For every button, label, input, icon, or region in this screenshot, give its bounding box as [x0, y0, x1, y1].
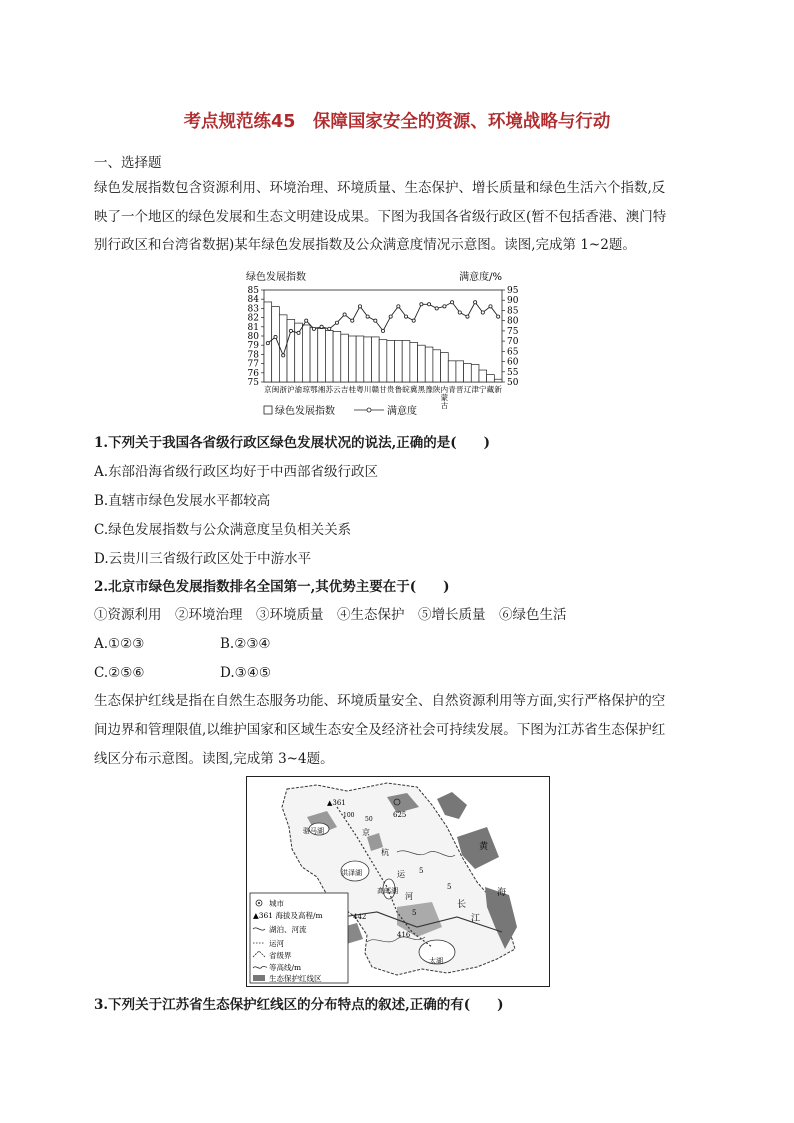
satisfaction-point	[305, 319, 308, 322]
category-label-char: 内	[440, 385, 449, 394]
green-index-chart	[244, 268, 534, 423]
bar-green-index	[302, 325, 310, 382]
category-label: 藏	[486, 385, 495, 394]
satisfaction-point	[497, 315, 500, 318]
left-tick-label: 76	[247, 368, 259, 379]
bar-green-index	[456, 361, 464, 382]
chart-plot-area	[248, 286, 519, 410]
category-label: 渝	[294, 385, 303, 394]
bar-green-index	[287, 319, 295, 382]
right-tick-label: 70	[507, 337, 519, 348]
satisfaction-point	[351, 319, 354, 322]
satisfaction-point	[289, 329, 292, 332]
map-peak-625: 625	[393, 811, 407, 819]
category-label: 鄂	[310, 385, 318, 394]
category-label: 浙	[279, 385, 287, 394]
satisfaction-point	[458, 311, 461, 314]
category-label: 沪	[287, 385, 295, 394]
legend-redline-label: 生态保护红线区	[269, 974, 322, 983]
satisfaction-point	[389, 315, 392, 318]
bar-green-index	[348, 336, 356, 382]
left-tick-label: 75	[247, 378, 259, 388]
satisfaction-point	[397, 305, 400, 308]
map-label-jiang: 江	[471, 914, 481, 924]
category-label: 皖	[402, 385, 410, 394]
left-tick-label: 81	[247, 322, 259, 333]
q2-option-c[interactable]: C.②⑤⑥	[94, 665, 145, 681]
redline-area-icon	[253, 975, 265, 981]
bar-green-index	[494, 379, 502, 382]
jiangsu-redline-map	[246, 776, 550, 987]
intro2-line1: 生态保护红线是指在自然生态服务功能、环境质量安全、自然资源利用等方面,实行严格保护的空	[94, 693, 666, 709]
satisfaction-point	[489, 305, 492, 308]
map-label-sea: 海	[497, 888, 507, 898]
category-label: 吉	[340, 385, 349, 394]
map-contour-5c: 5	[412, 909, 417, 917]
category-label: 宁	[479, 385, 487, 394]
section-heading: 一、选择题	[94, 155, 162, 171]
map-peak-416: 416	[397, 931, 411, 939]
intro2-line2: 间边界和管理限值,以维护国家和区域生态安全及经济社会可持续发展。下图为江苏省生态保护红	[94, 722, 666, 738]
satisfaction-point	[358, 305, 361, 308]
redline-area-1	[437, 792, 467, 819]
satisfaction-point	[374, 319, 377, 322]
category-label: 桂	[348, 385, 357, 394]
category-label: 冀	[409, 385, 418, 394]
category-label: 贵	[386, 385, 395, 394]
legend-peak-label: ▲361 海拔及高程/m	[253, 911, 323, 920]
map-label-yun: 运	[397, 870, 405, 879]
map-legend-peak	[253, 910, 323, 920]
category-label: 陕	[432, 385, 441, 394]
bar-green-index	[395, 341, 403, 382]
category-label: 黑	[417, 385, 426, 394]
bar-green-index	[310, 328, 318, 382]
right-tick-label: 60	[507, 357, 519, 368]
map-label-he: 河	[405, 892, 413, 901]
legend-city-label: 城市	[269, 899, 284, 908]
map-label-yellow: 黄	[479, 842, 489, 852]
intro1-line1: 绿色发展指数包含资源利用、环境治理、环境质量、生态保护、增长质量和绿色生活六个指数,反	[94, 180, 666, 196]
map-label-luoma: 骆马湖	[303, 827, 324, 835]
satisfaction-point	[481, 311, 484, 314]
bar-green-index	[364, 337, 372, 382]
right-tick-label: 85	[507, 306, 519, 317]
q2-option-a[interactable]: A.①②③	[94, 636, 145, 652]
intro2-line3: 线区分布示意图。读图,完成第 3~4题。	[94, 751, 334, 767]
category-label: 津	[471, 385, 479, 394]
satisfaction-point	[443, 305, 446, 308]
map-label-jing: 京	[362, 828, 370, 837]
chart-right-axis-title: 满意度/%	[459, 272, 502, 283]
q1-option-d[interactable]: D.云贵川三省级行政区处于中游水平	[94, 551, 312, 567]
category-label: 琼	[302, 385, 310, 394]
right-tick-label: 55	[507, 367, 519, 378]
map-label-taihu: 太湖	[429, 957, 443, 965]
bar-green-index	[418, 345, 426, 382]
satisfaction-point	[343, 313, 346, 316]
map-contour-50: 50	[365, 816, 373, 823]
satisfaction-point	[427, 303, 430, 306]
bar-green-index	[441, 353, 449, 382]
map-contour-100: 100	[343, 812, 355, 819]
category-label: 苏	[325, 385, 334, 394]
category-label: 粤	[356, 385, 364, 394]
right-tick-label: 65	[507, 347, 519, 358]
q1-option-c[interactable]: C.绿色发展指数与公众满意度呈负相关关系	[94, 522, 352, 538]
legend-province-label: 省级界	[269, 951, 292, 960]
category-label: 新	[494, 385, 502, 394]
category-label: 晋	[456, 385, 464, 394]
category-label: 甘	[379, 385, 387, 394]
category-label: 京	[264, 385, 272, 394]
category-label-char: 古	[440, 401, 449, 410]
bar-green-index	[333, 331, 341, 382]
legend-line-label: 满意度	[387, 406, 417, 417]
chart-left-axis-title: 绿色发展指数	[246, 272, 306, 283]
category-label: 湘	[317, 385, 326, 394]
q2-option-d[interactable]: D.③④⑤	[220, 665, 271, 681]
bar-green-index	[379, 340, 387, 382]
q2-items: ①资源利用 ②环境治理 ③环境质量 ④生态保护 ⑤增长质量 ⑥绿色生活	[94, 607, 567, 623]
left-tick-label: 82	[247, 313, 259, 324]
map-contour-5a: 5	[419, 867, 424, 875]
map-label-hongze: 洪泽湖	[341, 869, 362, 877]
q1-option-b[interactable]: B.直辖市绿色发展水平都较高	[94, 493, 271, 509]
right-tick-label: 90	[507, 296, 519, 307]
satisfaction-point	[420, 303, 423, 306]
bar-green-index	[402, 341, 410, 382]
satisfaction-point	[404, 315, 407, 318]
bar-green-index	[487, 375, 495, 382]
satisfaction-point	[450, 301, 453, 304]
satisfaction-point	[312, 327, 315, 330]
left-tick-label: 80	[247, 332, 259, 342]
map-label-gaoyou: 高邮湖	[377, 887, 398, 895]
legend-bar-swatch	[264, 406, 272, 414]
category-label: 青	[448, 385, 456, 394]
q1-option-a[interactable]: A.东部沿海省级行政区均好于中西部省级行政区	[94, 464, 379, 480]
q2-option-b[interactable]: B.②③④	[220, 636, 271, 652]
bar-green-index	[341, 334, 349, 382]
bar-green-index	[387, 341, 395, 382]
satisfaction-point	[335, 321, 338, 324]
category-label: 辽	[463, 385, 472, 394]
legend-canal-label: 运河	[269, 939, 284, 948]
satisfaction-point	[474, 301, 477, 304]
bar-green-index	[318, 329, 326, 382]
left-tick-label: 79	[247, 341, 259, 352]
chart-svg	[244, 268, 534, 423]
legend-line-marker	[367, 408, 371, 412]
bar-green-index	[464, 364, 472, 382]
category-label: 闽	[271, 385, 280, 394]
satisfaction-point	[366, 315, 369, 318]
satisfaction-point	[282, 354, 285, 357]
category-label-char: 蒙	[440, 393, 449, 402]
category-label: 鲁	[394, 385, 403, 394]
satisfaction-point	[274, 335, 277, 338]
q2-stem: 2.北京市绿色发展指数排名全国第一,其优势主要在于( )	[94, 579, 450, 595]
left-tick-label: 77	[247, 359, 259, 370]
satisfaction-point	[266, 342, 269, 345]
satisfaction-point	[412, 319, 415, 322]
category-label: 云	[333, 385, 341, 394]
city-icon-dot	[258, 902, 260, 904]
right-tick-label: 75	[507, 326, 519, 337]
left-tick-label: 83	[247, 304, 259, 315]
satisfaction-point	[297, 331, 300, 334]
right-tick-label: 95	[507, 286, 519, 296]
map-peak-361: ▲361	[327, 799, 346, 807]
bar-green-index	[448, 361, 456, 382]
category-label: 赣	[371, 385, 380, 394]
map-contour-5b: 5	[447, 883, 452, 891]
left-tick-label: 78	[247, 350, 259, 361]
bar-green-index	[479, 370, 487, 382]
q1-stem: 1.下列关于我国各省级行政区绿色发展状况的说法,正确的是( )	[94, 435, 491, 451]
bar-green-index	[410, 342, 418, 382]
left-tick-label: 84	[247, 295, 259, 306]
page-title: 考点规范练45 保障国家安全的资源、环境战略与行动	[183, 112, 611, 132]
category-label: 豫	[425, 385, 433, 394]
satisfaction-point	[435, 307, 438, 310]
map-svg	[247, 777, 549, 986]
q3-stem: 3.下列关于江苏省生态保护红线区的分布特点的叙述,正确的有( )	[94, 997, 504, 1013]
right-tick-label: 80	[507, 316, 519, 327]
map-label-chang: 长	[457, 900, 467, 910]
satisfaction-point	[328, 327, 331, 330]
bar-green-index	[471, 365, 479, 382]
left-tick-label: 85	[247, 286, 259, 296]
satisfaction-point	[381, 329, 384, 332]
bar-green-index	[325, 330, 333, 382]
legend-bar-label: 绿色发展指数	[275, 406, 335, 417]
legend-lake-river-label: 湖泊、河流	[269, 925, 307, 934]
right-tick-label: 50	[507, 378, 519, 388]
bar-green-index	[433, 350, 441, 382]
bar-green-index	[425, 347, 433, 382]
legend-contour-label: 等高线/m	[269, 963, 302, 972]
category-label: 川	[363, 385, 372, 394]
satisfaction-point	[466, 315, 469, 318]
bar-green-index	[356, 336, 364, 382]
map-label-hang: 杭	[381, 848, 389, 857]
map-peak-442: 442	[353, 913, 367, 921]
intro1-line2: 映了一个地区的绿色发展和生态文明建设成果。下图为我国各省级行政区(暂不包括香港、澳门特	[94, 209, 667, 225]
bar-green-index	[371, 337, 379, 382]
satisfaction-point	[320, 325, 323, 328]
intro1-line3: 别行政区和台湾省数据)某年绿色发展指数及公众满意度情况示意图。读图,完成第 1~2题。	[94, 237, 636, 253]
